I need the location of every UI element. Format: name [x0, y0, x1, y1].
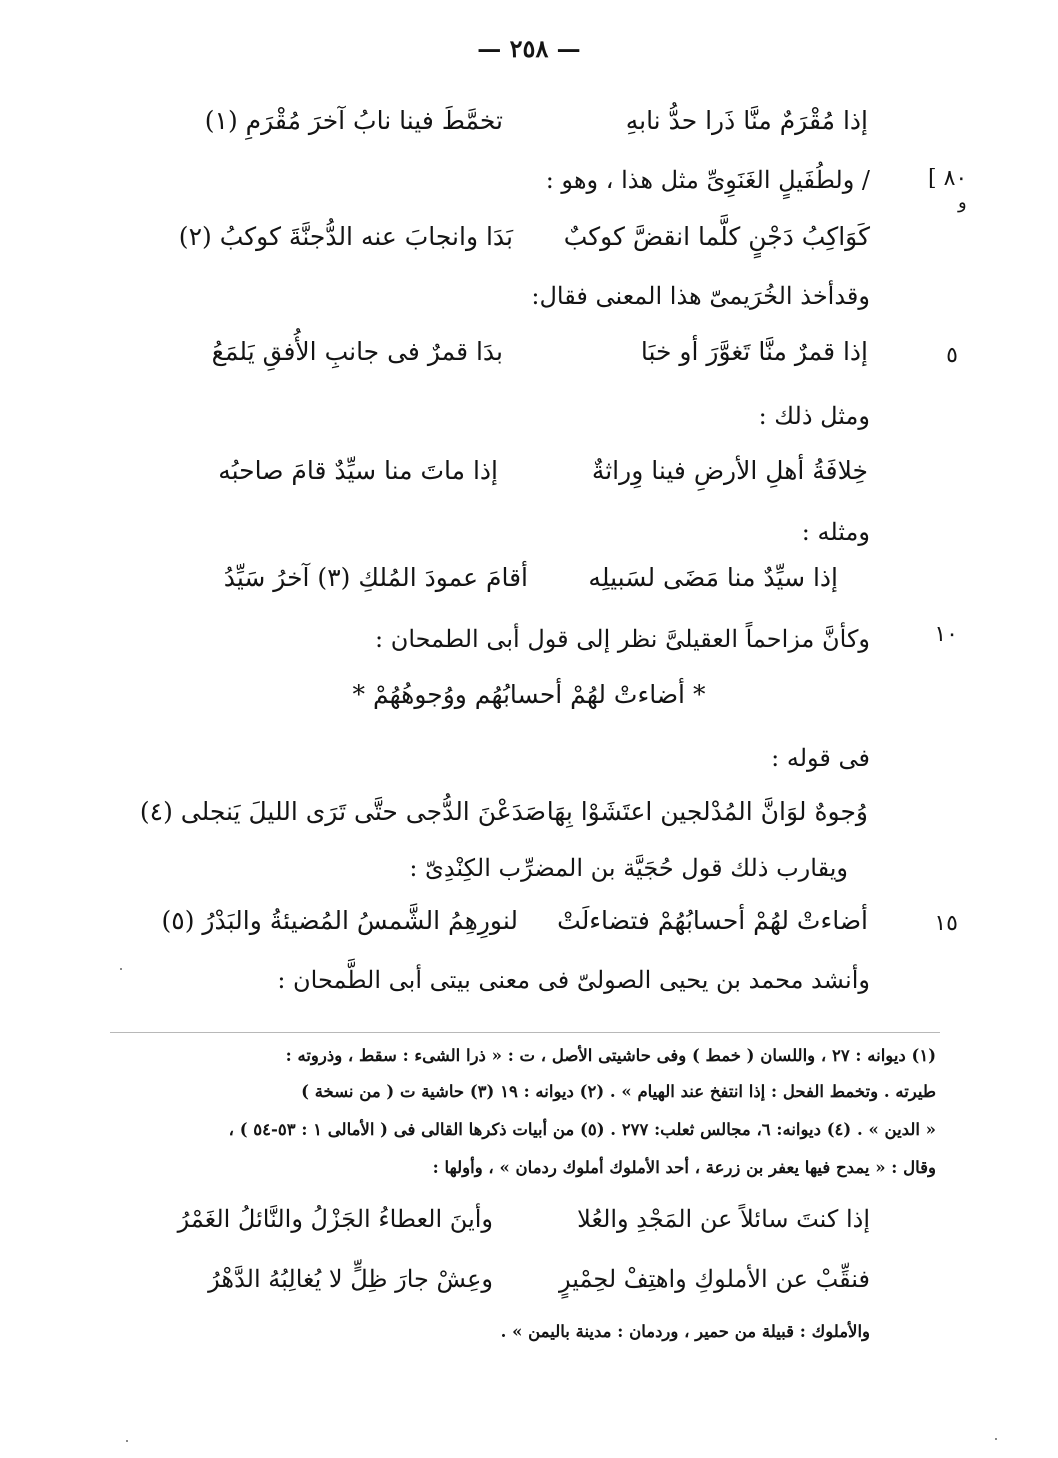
footnote-line-1: (١) ديوانه : ٢٧ ، واللسان ( خمط ) وفى حاشيتى الأصل ، ت : « ذرا الشىء : سقط ، وذروته : [285, 1046, 936, 1065]
footnote-verse-2-first-hemistich: فنقِّبْ عن الأملوكِ واهتِفْ لحِمْيرٍ [558, 1265, 870, 1293]
verse-4-second-hemistich: خِلافَةُ أهلِ الأرضِ فينا وِراثةٌ [591, 456, 868, 485]
line-number-5: ٥ [946, 343, 958, 368]
verse-1-second-hemistich: تخمَّطَ فينا نابُ آخرَ مُقْرَمِ (١) [204, 106, 503, 135]
footnote-verse-2-second-hemistich: وعِشْ جارَ ظِلٍّ لا يُغالِبُهُ الدَّهْرُ [208, 1265, 493, 1293]
scan-speck [995, 1438, 997, 1440]
footnote-line-2: طيرته . وتخمط الفحل : إذا انتفخ عند الهيام » . (٢) ديوانه : ١٩ (٣) حاشية ت ( من نسخة ) [301, 1082, 936, 1101]
footnote-line-4: وقال : « يمدح فيها يعفر بن زرعة ، أحد الأملوك أملوك ردمان » ، وأولها : [432, 1158, 936, 1177]
verse-7-first-hemistich: أضاءتْ لهُمْ أحسابُهُمْ فتضاءلَتْ [557, 906, 868, 935]
line-number-10: ١٠ [934, 622, 958, 647]
verse-6-second-hemistich: صَدَعْنَ الدُّجى حتَّى تَرَى الليلَ يَنجلى (٤) [139, 797, 546, 826]
prose-line-6: فى قوله : [771, 744, 870, 772]
prose-line-4: ومثله : [801, 518, 870, 546]
footnote-verse-1-second-hemistich: وأينَ العطاءُ الجَزْلُ والنَّائلُ الغَمْرُ [177, 1205, 493, 1233]
verse-2-second-hemistich: بَدَا وانجابَ عنه الدُّجنَّةَ كوكبُ (٢) [178, 222, 513, 251]
prose-line-1: / ولطُفَيلٍ الغَنَوِىِّ مثل هذا ، وهو : [545, 166, 870, 194]
scan-speck [120, 968, 122, 970]
verse-1-first-hemistich: إذا مُقْرَمٌ منَّا ذَرا حدُّ نابهِ [625, 106, 868, 135]
verse-3-second-hemistich: بدَا قمرٌ فى جانبِ الأُفقِ يَلمَعُ [211, 337, 503, 366]
prose-line-8: وأنشد محمد بن يحيى الصولىّ فى معنى بيتى أبى الطَّمحان : [277, 966, 870, 994]
verse-2-first-hemistich: كَوَاكِبُ دَجْنٍ كلَّما انقضَّ كوكبٌ [563, 222, 870, 251]
scan-speck [126, 1440, 128, 1442]
margin-page-marker: [ ٨٠ [928, 166, 968, 191]
prose-line-2: وقدأخذ الخُرَيمىّ هذا المعنى فقال: [531, 282, 870, 310]
line-number-15: ١٥ [934, 911, 958, 936]
footnote-divider [110, 1032, 940, 1033]
prose-line-3: ومثل ذلك : [758, 402, 870, 430]
verse-6-first-hemistich: وُجوهٌ لوَانَّ المُدْلجين اعتَشَوْا بِهَا [546, 797, 868, 826]
footnote-line-3: « الدين » . (٤) ديوانه: ٦، مجالس ثعلب: ٢٧٧ . (٥) من أبيات ذكرها القالى فى ( الأمالى ١ : ٥٣-٥٤ ) ، [228, 1120, 936, 1139]
prose-line-5: وكأنَّ مزاحماً العقيلىَّ نظر إلى قول أبى الطمحان : [375, 625, 870, 653]
prose-line-7: ويقارب ذلك قول حُجَيَّة بن المضرِّب الكِنْدِىّ : [409, 854, 848, 882]
verse-5-second-hemistich: أقامَ عمودَ المُلكِ (٣) آخرُ سَيِّدُ [223, 563, 528, 592]
quoted-hemistich: * أضاءتْ لهُمْ أحسابُهُم ووُجوهُهُمْ * [352, 680, 706, 709]
margin-page-marker-sub: و [958, 192, 967, 213]
verse-7-second-hemistich: لنورِهِمُ الشَّمسُ المُضيئةُ والبَدْرُ (٥) [161, 906, 518, 935]
footnote-line-5: والأملوك : قبيلة من حمير ، وردمان : مدينة باليمن » . [500, 1322, 870, 1341]
verse-3-first-hemistich: إذا قمرٌ منَّا تَغوَّرَ أو خبَا [640, 337, 868, 366]
verse-4-first-hemistich: إذا ماتَ منا سيِّدٌ قامَ صاحبُه [218, 456, 498, 485]
verse-5-first-hemistich: إذا سيِّدٌ منا مَضَى لسَبيلِه [588, 563, 838, 592]
page-number: — ٢٥٨ — [477, 34, 581, 63]
footnote-verse-1-first-hemistich: إذا كنتَ سائلاً عن المَجْدِ والعُلا [577, 1205, 870, 1233]
